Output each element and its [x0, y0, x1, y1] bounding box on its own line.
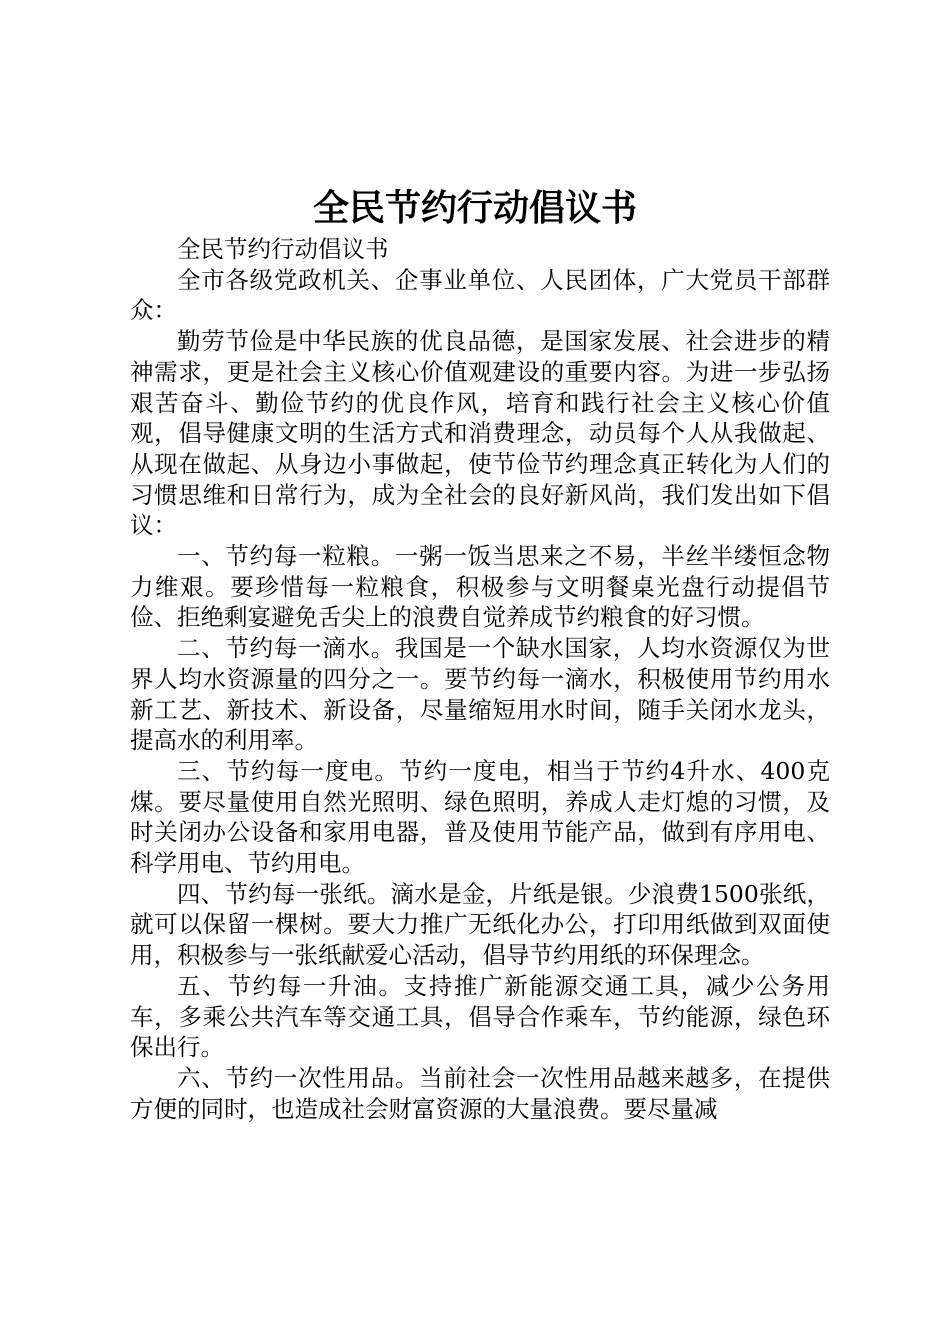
body-paragraph-subtitle: 全民节约行动倡议书: [177, 235, 389, 263]
body-paragraph-water: 二、节约每一滴水。我国是一个缺水国家，人均水资源仅为世界人均水资源量的四分之一。要节约每一滴水，积极使用节约用水新工艺、新技术、新设备，尽量缩短用水时间，随手关闭水龙头，提高水的利用率。: [130, 634, 830, 755]
document-title: 全民节约行动倡议书: [312, 187, 637, 229]
body-paragraph-grain: 一、节约每一粒粮。一粥一饭当思来之不易，半丝半缕恒念物力维艰。要珍惜每一粒粮食，积极参与文明餐桌光盘行动提倡节俭、拒绝剩宴避免舌尖上的浪费自觉养成节约粮食的好习惯。: [130, 542, 830, 632]
body-paragraph-electricity: 三、节约每一度电。节约一度电，相当于节约4升水、400克煤。要尽量使用自然光照明、绿色照明，养成人走灯熄的习惯，及时关闭办公设备和家用电器，普及使用节能产品，做到有序用电、科学用电、节约用电。: [130, 756, 830, 878]
body-paragraph-oil: 五、节约每一升油。支持推广新能源交通工具，减少公务用车，多乘公共汽车等交通工具，倡导合作乘车，节约能源，绿色环保出行。: [130, 971, 830, 1062]
body-paragraph-salutation: 全市各级党政机关、企事业单位、人民团体，广大党员干部群众：: [130, 265, 830, 325]
document-body: [130, 234, 830, 1124]
body-paragraph-disposables: 六、节约一次性用品。当前社会一次性用品越来越多，在提供方便的同时，也造成社会财富资源的大量浪费。要尽量减: [130, 1063, 830, 1123]
body-paragraph-paper: 四、节约每一张纸。滴水是金，片纸是银。少浪费1500张纸，就可以保留一棵树。要大力推广无纸化办公，打印用纸做到双面使用，积极参与一张纸献爱心活动，倡导节约用纸的环保理念。: [130, 879, 830, 970]
body-paragraph-intro: 勤劳节俭是中华民族的优良品德，是国家发展、社会进步的精神需求，更是社会主义核心价值观建设的重要内容。为进一步弘扬艰苦奋斗、勤俭节约的优良作风，培育和践行社会主义核心价值观，倡导健康文明的生活方式和消费理念，动员每个人从我做起、从现在做起、从身边小事做起，使节俭节约理念真正转化为人们的习惯思维和日常行为，成为全社会的良好新风尚，我们发出如下倡议：: [130, 327, 830, 540]
